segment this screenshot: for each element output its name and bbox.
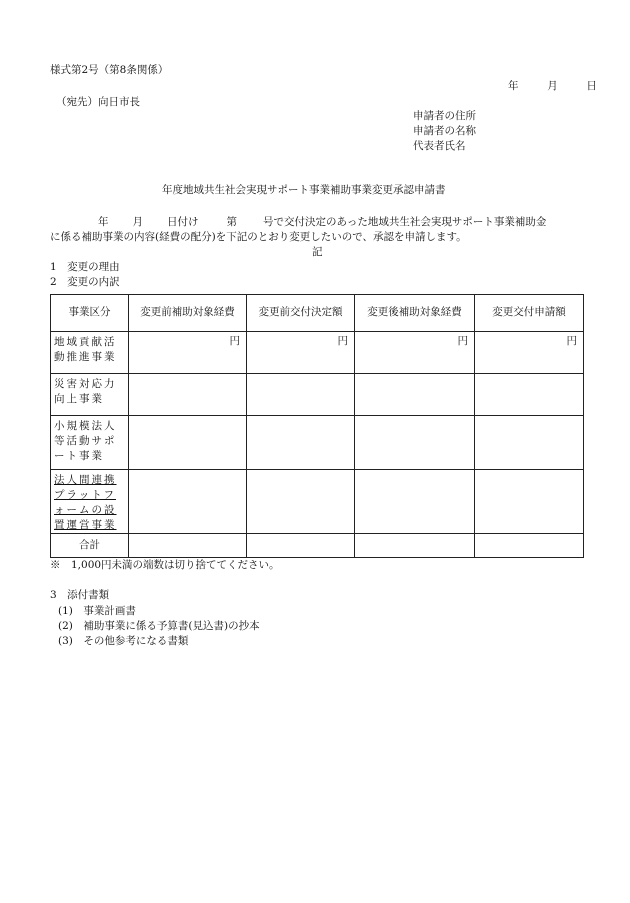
col-header-after-eligible: 変更後補助対象経費: [355, 295, 475, 332]
body-line-2: に係る補助事業の内容(経費の配分)を下記のとおり変更したいので、承認を申請します。: [50, 231, 467, 243]
addressee: （宛先）向日市長: [56, 96, 140, 108]
applicant-address-label: 申請者の住所: [413, 110, 476, 122]
body-line-1-rest: 号で交付決定のあった地域共生社会実現サポート事業補助金: [263, 216, 547, 228]
table-cell: [129, 416, 247, 470]
col-header-before-eligible: 変更前補助対象経費: [129, 295, 247, 332]
table-cell: [355, 374, 475, 416]
date-month-label: 月: [547, 80, 558, 92]
table-row: [51, 332, 584, 374]
table-cell: [129, 374, 247, 416]
table-total-row: [51, 533, 584, 557]
attachment-item: (2) 補助事業に係る予算書(見込書)の抄本: [58, 620, 260, 632]
section-change-breakdown: 2 変更の内訳: [50, 276, 120, 288]
col-header-category: 事業区分: [51, 295, 129, 332]
table-cell: [355, 533, 475, 557]
attachment-item: (3) その他参考になる書類: [58, 635, 189, 647]
row-label: 法人間連携プラットフォームの設置運営事業: [51, 470, 129, 534]
body-line-1: [98, 216, 546, 229]
body-day-dated: 日付け: [167, 216, 199, 228]
table-cell: [247, 416, 355, 470]
table-row: [51, 374, 584, 416]
table-header-row: [51, 295, 584, 332]
table-cell: [129, 470, 247, 534]
representative-name-label: 代表者氏名: [413, 140, 466, 152]
section-attachments: 3 添付書類: [50, 589, 110, 601]
table-cell: [247, 533, 355, 557]
col-header-change-request: 変更交付申請額: [475, 295, 584, 332]
date-day-label: 日: [586, 80, 597, 92]
attachment-item: (1) 事業計画書: [58, 605, 136, 617]
body-month: 月: [132, 216, 143, 228]
submission-date: [508, 80, 597, 93]
table-cell: [475, 533, 584, 557]
table-cell: [247, 470, 355, 534]
table-cell: [475, 374, 584, 416]
breakdown-table: [50, 294, 584, 558]
document-title: 年度地域共生社会実現サポート事業補助事業変更承認申請書: [162, 184, 446, 196]
row-label: 地域貢献活動推進事業: [51, 332, 129, 374]
table-cell: [129, 533, 247, 557]
form-number: 様式第2号（第8条関係）: [50, 64, 169, 76]
applicant-name-label: 申請者の名称: [413, 125, 476, 137]
ki-label: 記: [312, 246, 323, 258]
table-cell: 円: [129, 332, 247, 374]
section-change-reason: 1 変更の理由: [50, 261, 120, 273]
table-cell: [475, 470, 584, 534]
table-row: [51, 416, 584, 470]
total-label: 合計: [51, 533, 129, 557]
body-year: 年: [98, 216, 109, 228]
row-label: 災害対応力向上事業: [51, 374, 129, 416]
table-cell: 円: [355, 332, 475, 374]
table-row: [51, 470, 584, 534]
table-cell: [355, 470, 475, 534]
table-cell: [355, 416, 475, 470]
table-cell: [247, 374, 355, 416]
date-year-label: 年: [508, 80, 519, 92]
row-label: 小規模法人等活動サポート事業: [51, 416, 129, 470]
table-cell: 円: [247, 332, 355, 374]
table-cell: [475, 416, 584, 470]
table-cell: 円: [475, 332, 584, 374]
rounding-note: ※ 1,000円未満の端数は切り捨ててください。: [50, 559, 280, 571]
col-header-before-decision: 変更前交付決定額: [247, 295, 355, 332]
body-no-prefix: 第: [226, 216, 237, 228]
